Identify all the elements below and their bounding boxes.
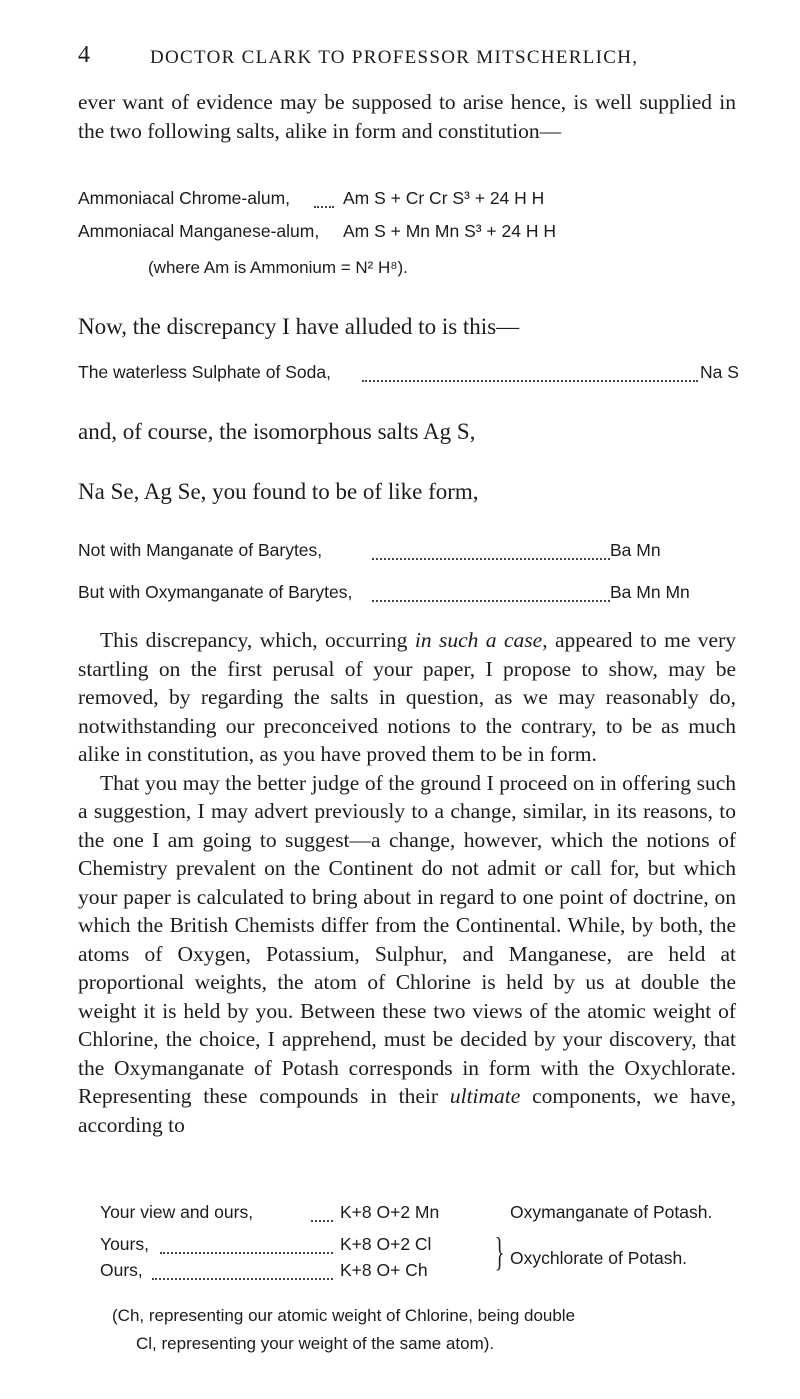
body-text-4: components, we have, according to [78,1084,736,1137]
barytes-name-2: But with Oxymanganate of Barytes, [78,582,353,602]
view-formula-3: K+8 O+ Ch [340,1260,428,1280]
leader-dots [362,380,698,382]
salt-formula-1: Am S + Cr Cr S³ + 24 H H [343,188,545,208]
view-desc-1: Oxymanganate of Potash. [510,1202,713,1222]
view-name-2: Yours, [100,1234,149,1254]
footnote-line-2: Cl, representing your weight of the same atom). [136,1334,495,1353]
discrepancy-intro: Now, the discrepancy I have alluded to is this— [78,314,520,339]
salt-name-2: Ammoniacal Manganese-alum, [78,221,320,241]
leader-dots [314,206,334,208]
leader-dots [372,600,610,602]
body-text-2: , appeared to me very startling on the first perusal of your paper, I propose to show, may be removed, by regarding the salts in question, as we may reasonably do, notwithstanding our preconceived notions to the contrary, to be as much alike in constitution, as you have proved them to be in form. [78,628,736,766]
body-text-1: This discrepancy, which, occurring [100,628,415,652]
brace-icon: } [494,1229,505,1274]
salt-formula-2: Am S + Mn Mn S³ + 24 H H [343,221,556,241]
body-paragraph-2 [78,769,736,1140]
footnote-line-1: (Ch, representing our atomic weight of Chlorine, being double [112,1306,576,1325]
body-text-3: That you may the better judge of the ground I proceed on in offering such a suggestion, I may advert previously to a change, similar, in its reasons, to the one I am going to suggest—a change, however, which the notions of Chemistry prevalent on the Continent do not admit or call for, but which your paper is calculated to bring about in regard to one point of doctrine, on which the British Chemists differ from the Continental. While, by both, the atoms of Oxygen, Potassium, Sulphur, and Manganese, are held at proportional weights, the atom of Chlorine is held by us at double the weight it is held by you. Between these two views of the atomic weight of Chlorine, the choice, I apprehend, must be decided by your discovery, that the Oxymanganate of Potash corresponds in form with the Oxychlorate. Representing these compounds in their [78,770,736,1108]
view-name-1: Your view and ours, [100,1202,254,1222]
barytes-formula-2: Ba Mn Mn [610,582,690,602]
intro-text: ever want of evidence may be supposed to arise hence, is well supplied in the two following salts, alike in form and constitution— [78,90,736,143]
salt-name-1: Ammoniacal Chrome-alum, [78,188,291,208]
leader-dots [152,1278,333,1280]
barytes-name-1: Not with Manganate of Barytes, [78,540,323,560]
intro-paragraph [78,88,736,145]
waterless-formula: Na S [700,362,739,382]
leader-dots [160,1252,333,1254]
course-line-1: and, of course, the isomorphous salts Ag S, [78,419,476,444]
leader-dots [311,1220,333,1222]
course-line-2: Na Se, Ag Se, you found to be of like form, [78,479,479,504]
waterless-name: The waterless Sulphate of Soda, [78,362,331,382]
running-title: DOCTOR CLARK TO PROFESSOR MITSCHERLICH, [150,47,639,68]
oxychlorate-label: Oxychlorate of Potash. [510,1248,688,1268]
leader-dots [372,558,610,560]
where-note: (where Am is Ammonium = N² H⁸). [148,258,408,277]
body-paragraph [78,626,736,1139]
body-paragraph-1 [78,626,736,769]
barytes-formula-1: Ba Mn [610,540,661,560]
view-formula-2: K+8 O+2 Cl [340,1234,432,1254]
view-name-3: Ours, [100,1260,143,1280]
body-em-2: ultimate [449,1084,521,1108]
view-formula-1: K+8 O+2 Mn [340,1202,440,1222]
body-em-1: in such a case [414,628,543,652]
page-number: 4 [78,42,90,68]
